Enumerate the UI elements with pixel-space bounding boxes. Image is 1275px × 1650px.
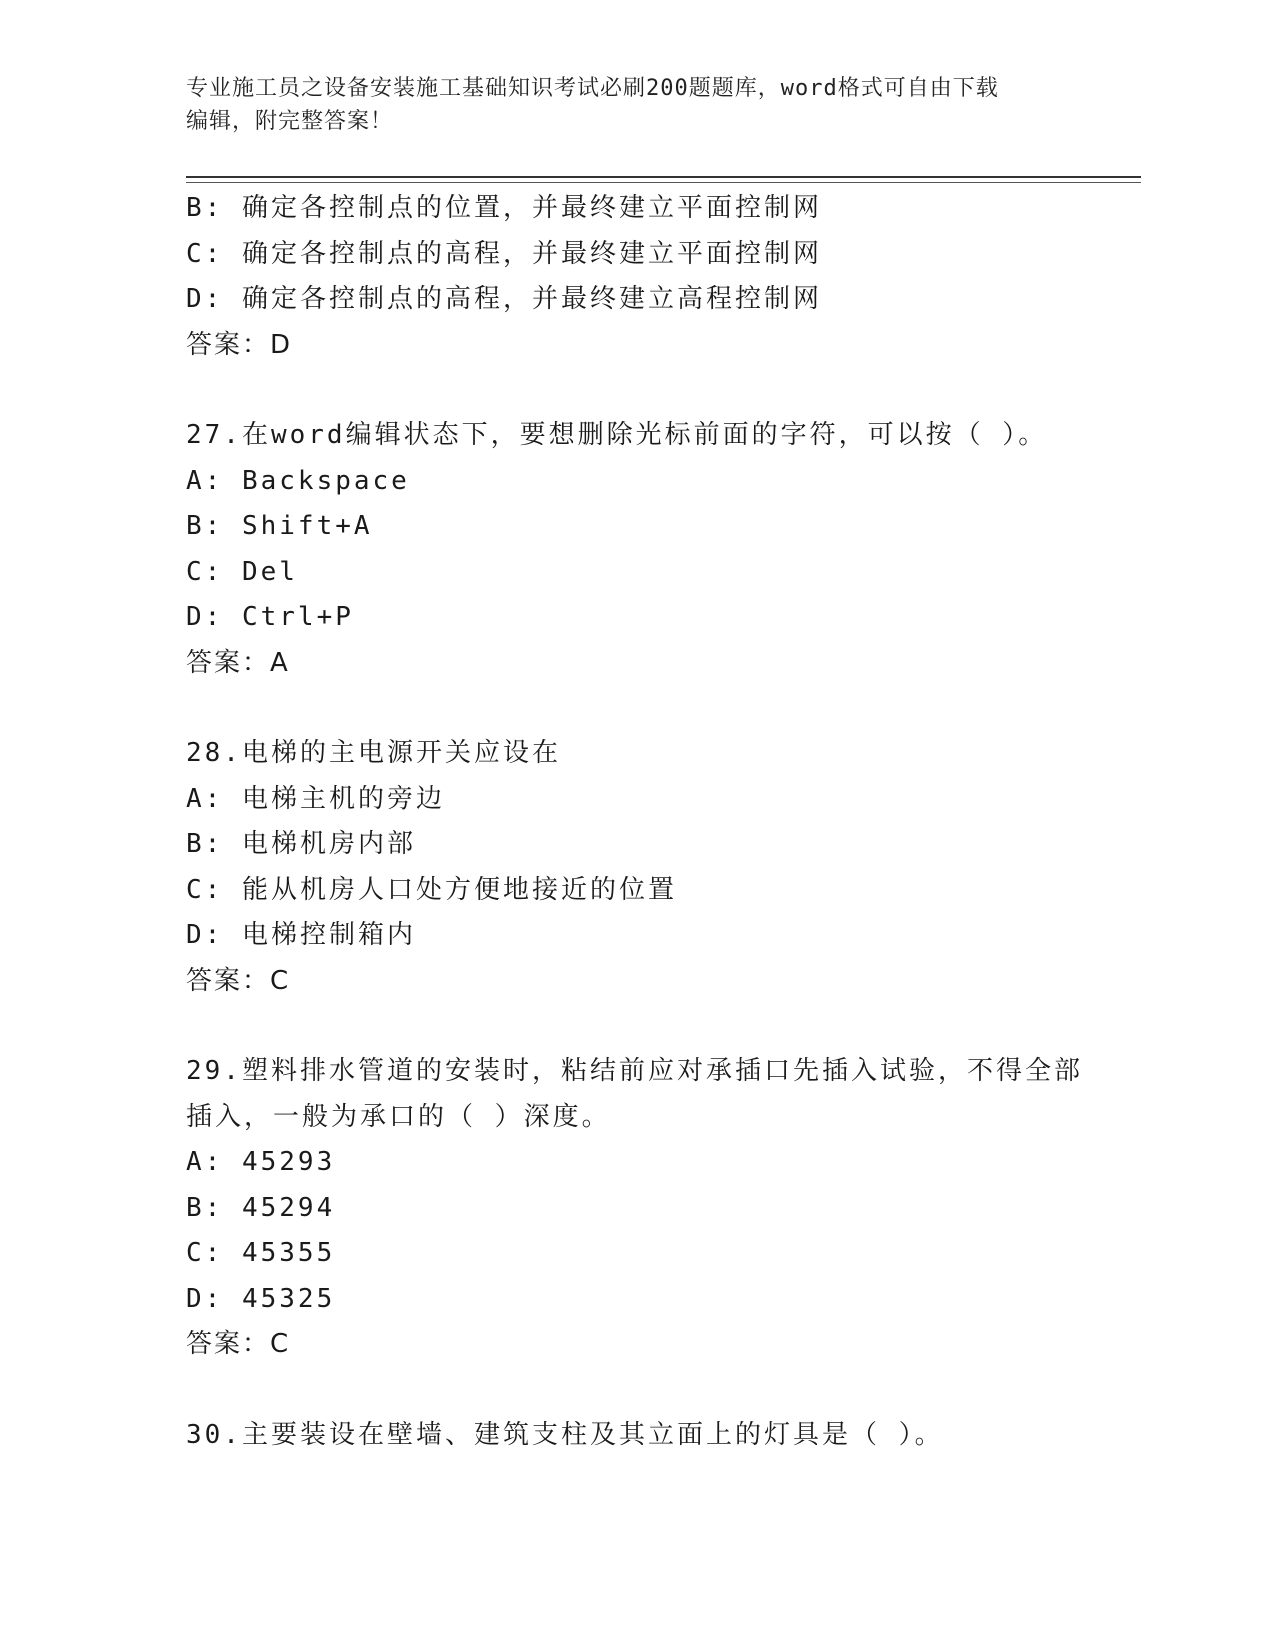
option-b: B: 45294 xyxy=(186,1192,336,1223)
option-d: D: 45325 xyxy=(186,1283,336,1314)
document-header xyxy=(186,72,1086,138)
answer-line: 答案：C xyxy=(186,965,291,996)
answer-line: 答案：C xyxy=(186,1329,291,1359)
spacer xyxy=(186,686,1086,731)
option-d: D: 电梯控制箱内 xyxy=(186,920,416,950)
option-b: B: 确定各控制点的位置，并最终建立平面控制网 xyxy=(186,193,822,223)
option-a: A: 电梯主机的旁边 xyxy=(186,783,445,814)
spacer xyxy=(186,1004,1086,1049)
question-stem-line1: 29.塑料排水管道的安装时，粘结前应对承插口先插入试验，不得全部 xyxy=(186,1056,1083,1086)
spacer xyxy=(186,1368,1086,1413)
question-27 xyxy=(186,413,1086,686)
option-b: B: 电梯机房内部 xyxy=(186,829,416,859)
header-title-line2: 编辑，附完整答案！ xyxy=(186,109,394,134)
question-28 xyxy=(186,731,1086,1004)
answer-line: 答案：D xyxy=(186,329,293,360)
question-26-tail xyxy=(186,186,1086,368)
header-divider-thin xyxy=(186,182,1141,183)
option-a: A: 45293 xyxy=(186,1147,336,1177)
question-30 xyxy=(186,1413,1086,1459)
option-c: C: 确定各控制点的高程，并最终建立平面控制网 xyxy=(186,238,822,269)
option-a: A: Backspace xyxy=(186,465,410,496)
question-stem: 28.电梯的主电源开关应设在 xyxy=(186,738,561,768)
question-list xyxy=(186,186,1086,1458)
option-c: C: 能从机房人口处方便地接近的位置 xyxy=(186,874,677,905)
question-29 xyxy=(186,1049,1086,1368)
header-title-line1: 专业施工员之设备安装施工基础知识考试必刷200题题库，word格式可自由下载 xyxy=(186,76,999,101)
question-stem: 30.主要装设在壁墙、建筑支柱及其立面上的灯具是（ ）。 xyxy=(186,1419,944,1450)
option-d: D: 确定各控制点的高程，并最终建立高程控制网 xyxy=(186,284,822,314)
option-d: D: Ctrl+P xyxy=(186,602,354,632)
answer-line: 答案：A xyxy=(186,647,290,678)
question-stem-line2: 插入，一般为承口的（ ）深度。 xyxy=(186,1101,611,1132)
option-b: B: Shift+A xyxy=(186,511,373,541)
option-c: C: Del xyxy=(186,556,298,587)
spacer xyxy=(186,368,1086,413)
question-stem: 27.在word编辑状态下，要想删除光标前面的字符，可以按（ ）。 xyxy=(186,420,1048,450)
option-c: C: 45355 xyxy=(186,1238,336,1268)
header-divider-thick xyxy=(186,176,1141,178)
